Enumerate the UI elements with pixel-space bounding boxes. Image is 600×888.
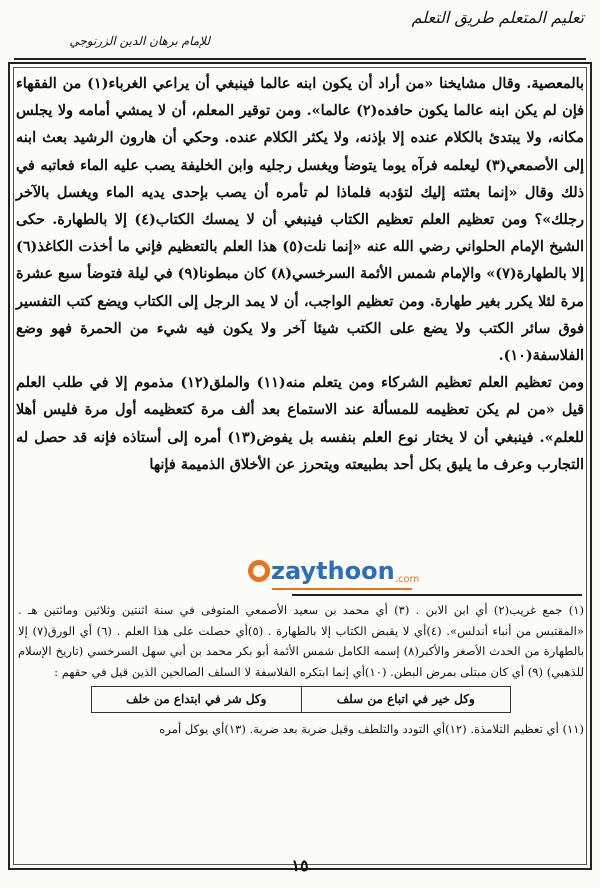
- logo-underline: [272, 588, 412, 590]
- footnotes: [18, 600, 584, 739]
- page-number: ١٥: [291, 856, 309, 875]
- verse-hemistich-left: وكل شر في ابتداع من خلف: [92, 687, 302, 713]
- header-rule: [14, 58, 586, 60]
- zaythoon-logo[interactable]: [248, 557, 428, 591]
- verse-table: [91, 686, 511, 713]
- author-line: للإمام برهان الدين الزرنوجي: [69, 34, 210, 48]
- book-title: تعليم المتعلم طريق التعلم: [411, 8, 584, 27]
- paragraph: ومن تعظيم العلم تعظيم الشركاء ومن يتعلم منه(١١) والملق(١٢) مذموم إلا في طلب العلم قيل «من لم يكن تعظيمه للمسألة عند الاستماع بعد ألف مرة كتعظيمه أول مرة فليس أهلا للعلم». فينبغي أن لا يختار نوع العلم بنفسه بل يفوض(١٣) أمره إلى أستاذه فإنه قد حصل له التجارب وعرف ما يليق بكل أحد بطبيعته ويتحرز عن الأخلاق الذميمة فإنها: [16, 374, 584, 473]
- footnote-text: (١١) أي تعظيم التلامذة. (١٢)أي التودد والتلطف وقيل ضربة بعد ضربة. (١٣)أي يوكل أمره: [159, 721, 584, 736]
- page-header: [10, 4, 590, 60]
- logo-o-icon: [248, 560, 270, 582]
- verse-hemistich-right: وكل خير في اتباع من سلف: [301, 687, 511, 713]
- paragraph: بالمعصية. وقال مشايخنا «من أراد أن يكون ابنه عالما فينبغي أن يراعي الغرباء(١) من الفقهاء فإن لم يكن ابنه عالما يكون حافده(٢) عالما». ومن توقير المعلم، أن لا يمشي أمامه ولا يجلس مكانه، ولا يبتدئ بالكلام عنده إلا بإذنه، ولا يكثر الكلام عنده. وحكي أن هارون الرشيد بعث ابنه إلى الأصمعي(٣) ليعلمه فرآه يوما يتوضأ ويغسل رجليه وابن الخليفة يصب عليه الماء فعاتبه في ذلك وقال «إنما بعثته إليك لتؤدبه فلماذا لم تأمره أن يصب بإحدى يديه الماء ويغسل بالآخر رجلك»؟ ومن تعظيم العلم تعظيم الكتاب فينبغي أن لا يمسك الكتاب(٤) إلا بالطهارة. حكى الشيخ الإمام الحلواني رضي الله عنه «إنما نلت(٥) هذا العلم بالتعظيم فإني ما أخذت الكاغذ(٦) إلا بالطهارة(٧)» والإمام شمس الأئمة السرخسي(٨) كان مبطونا(٩) في ليلة فتوضأ سبع عشرة مرة لئلا يكرر بغير طهارة. ومن تعظيم الواجب، أن لا يمد الرجل إلى الكتاب ويضع كتب التفسير فوق سائر الكتب ولا يضع على الكتب شيئا آخر ولا يكون فيه شيء من الحمرة فهو وضع الفلاسفة(١٠).: [16, 75, 585, 365]
- logo-suffix: .com: [394, 574, 420, 585]
- footnote-separator: [292, 594, 582, 596]
- footnote-text: (١) جمع غريب(٢) أي ابن الابن . (٣) أي محمد بن سعيد الأصمعي المتوفى في سنة اثنتين وثلاثين ومائتين هـ . «المقتبس من أنباء أندلس». (٤)أي لا يقبض الكتاب إلا بالطهارة . (٥)أي حصلت على هذا العلم . (٦) أي الورق(٧) إلا بالطهارة من الحدث الأصغر والأكبر(٨) إسمه الكامل شمس الأئمة أبو بكر محمد بن أبي سهل السرخسي (تاريخ الإسلام للذهبي) (٩) أي كان مبتلى بمرض البطن. (١٠)أي إنما ابتكره الفلاسفة لا السلف الصالحين الذين قيل في حقهم :: [18, 603, 584, 679]
- logo-word: zaythoon: [271, 557, 395, 585]
- main-text: [16, 70, 584, 478]
